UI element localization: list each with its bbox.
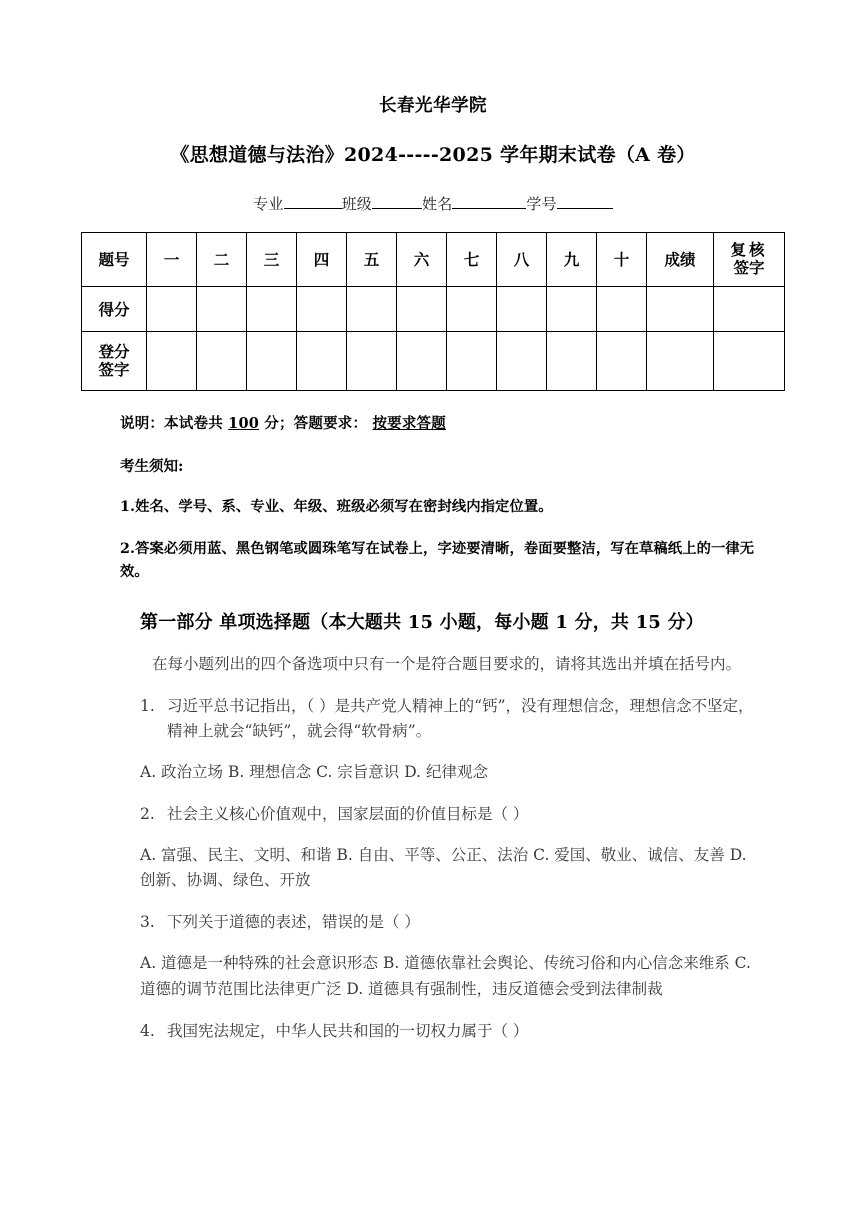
header-q8: 八: [497, 232, 547, 286]
student-id-input-blank[interactable]: [557, 208, 613, 209]
score-cell-q5[interactable]: [347, 286, 397, 331]
total-points-value: 100: [228, 414, 260, 432]
signature-label-line-1: 登分: [98, 342, 130, 361]
question-options: A. 政治立场 B. 理想信念 C. 宗旨意识 D. 纪律观念: [140, 762, 488, 781]
notice-item-2: 2.答案必须用蓝、黑色钢笔或圆珠笔写在试卷上，字迹要清晰，卷面要整洁，写在草稿纸上的一律无效。: [120, 541, 755, 580]
name-label: 姓名: [422, 194, 453, 213]
table-row-score: [82, 286, 785, 331]
question-text: 我国宪法规定，中华人民共和国的一切权力属于（ ）: [167, 1021, 529, 1040]
notice-item-1: 1.姓名、学号、系、专业、年级、班级必须写在密封线内指定位置。: [120, 498, 553, 515]
header-q5: 五: [347, 232, 397, 286]
section-one-intro: 在每小题列出的四个备选项中只有一个是符合题目要求的，请将其选出并填在括号内。: [152, 654, 742, 673]
header-q7: 七: [447, 232, 497, 286]
instruction-middle: 分；答题要求：: [264, 414, 368, 432]
header-q2: 二: [197, 232, 247, 286]
class-input-blank[interactable]: [372, 208, 422, 209]
signature-cell-q3[interactable]: [247, 331, 297, 390]
score-cell-q9[interactable]: [547, 286, 597, 331]
question-options: A. 富强、民主、文明、和谐 B. 自由、平等、公正、法治 C. 爱国、敬业、诚信、友善 D. 创新、协调、绿色、开放: [140, 846, 747, 890]
score-cell-q1[interactable]: [147, 286, 197, 331]
header-q4: 四: [297, 232, 347, 286]
header-total-score: 成绩: [647, 232, 714, 286]
row-label-score: 得分: [82, 286, 147, 331]
recheck-line-2: 签字: [733, 259, 765, 278]
question-text: 社会主义核心价值观中，国家层面的价值目标是（ ）: [167, 805, 529, 824]
signature-cell-recheck[interactable]: [714, 331, 785, 390]
signature-cell-q7[interactable]: [447, 331, 497, 390]
row-label-signature: [82, 331, 147, 390]
question-item: [140, 910, 766, 935]
header-q3: 三: [247, 232, 297, 286]
signature-cell-q8[interactable]: [497, 331, 547, 390]
recheck-line-1: 复核: [730, 241, 768, 260]
student-info-line: [0, 193, 866, 214]
signature-cell-q6[interactable]: [397, 331, 447, 390]
notice-heading: 考生须知:: [120, 457, 184, 475]
score-cell-q3[interactable]: [247, 286, 297, 331]
signature-cell-q2[interactable]: [197, 331, 247, 390]
score-table: [81, 232, 785, 391]
question-options: A. 道德是一种特殊的社会意识形态 B. 道德依靠社会舆论、传统习俗和内心信念来维系 C. 道德的调节范围比法律更广泛 D. 道德具有强制性，违反道德会受到法律制裁: [140, 954, 751, 998]
score-cell-q10[interactable]: [597, 286, 647, 331]
header-q9: 九: [547, 232, 597, 286]
signature-cell-q5[interactable]: [347, 331, 397, 390]
exam-paper-page: [0, 96, 866, 1218]
score-cell-q8[interactable]: [497, 286, 547, 331]
question-number: 1.: [140, 696, 155, 715]
signature-cell-q1[interactable]: [147, 331, 197, 390]
class-label: 班级: [341, 194, 372, 213]
name-input-blank[interactable]: [452, 208, 526, 209]
header-q6: 六: [397, 232, 447, 286]
notes-block: [120, 413, 766, 583]
signature-cell-q10[interactable]: [597, 331, 647, 390]
score-table-container: [0, 232, 866, 391]
student-id-label: 学号: [526, 194, 557, 213]
major-input-blank[interactable]: [284, 208, 342, 209]
signature-cell-total[interactable]: [647, 331, 714, 390]
header-q1: 一: [147, 232, 197, 286]
header-recheck-signature: [714, 232, 785, 286]
signature-label-line-2: 签字: [98, 360, 130, 379]
section-one-heading: 第一部分 单项选择题（本大题共 15 小题，每小题 1 分，共 15 分）: [140, 612, 704, 634]
header-q10: 十: [597, 232, 647, 286]
header-question-number-label: 题号: [82, 232, 147, 286]
score-cell-q2[interactable]: [197, 286, 247, 331]
question-text: 习近平总书记指出，（ ）是共产党人精神上的“钙”，没有理想信念，理想信念不坚定，精神上就会“缺钙”，就会得“软骨病”。: [167, 696, 754, 740]
answer-requirement-value: 按要求答题: [372, 414, 446, 432]
question-number: 4.: [140, 1021, 155, 1040]
instruction-line: [120, 413, 766, 435]
instruction-prefix: 说明：本试卷共: [120, 414, 223, 432]
question-list: [0, 694, 866, 1044]
score-cell-q6[interactable]: [397, 286, 447, 331]
question-text: 下列关于道德的表述，错误的是（ ）: [167, 913, 420, 932]
school-title: 长春光华学院: [379, 96, 487, 116]
table-row-header: [82, 232, 785, 286]
score-cell-q4[interactable]: [297, 286, 347, 331]
question-number: 2.: [140, 805, 155, 824]
score-cell-recheck[interactable]: [714, 286, 785, 331]
signature-cell-q9[interactable]: [547, 331, 597, 390]
score-cell-total[interactable]: [647, 286, 714, 331]
question-item: [140, 694, 766, 744]
major-label: 专业: [253, 194, 284, 213]
question-item: [140, 802, 766, 827]
question-number: 3.: [140, 913, 155, 932]
paper-title: 《思想道德与法治》2024-----2025 学年期末试卷（A 卷）: [170, 144, 696, 166]
table-row-signature: [82, 331, 785, 390]
score-cell-q7[interactable]: [447, 286, 497, 331]
signature-cell-q4[interactable]: [297, 331, 347, 390]
question-item: [140, 1019, 766, 1044]
